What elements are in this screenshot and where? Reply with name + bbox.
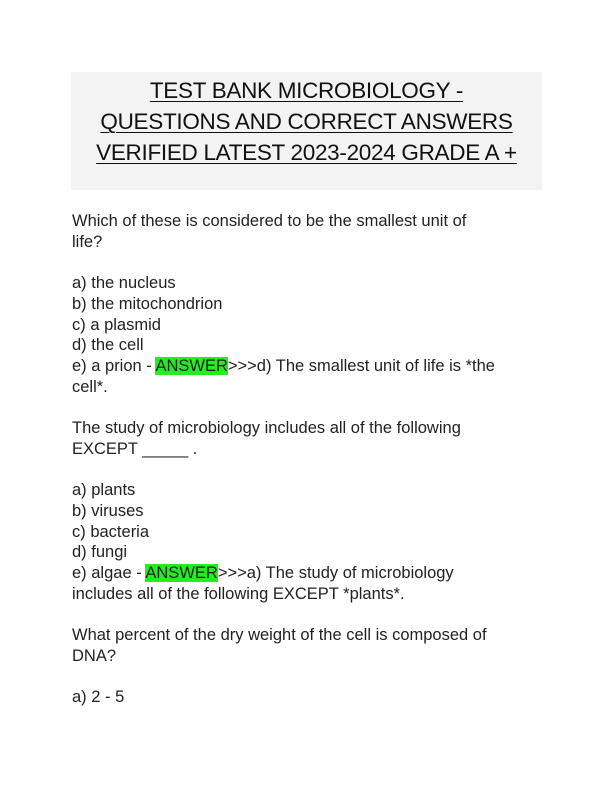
question-2-option-b: b) viruses	[72, 501, 144, 520]
question-1-option-a: a) the nucleus	[72, 274, 176, 293]
question-2-prompt-line-2: EXCEPT _____ .	[72, 439, 198, 458]
document-body	[72, 211, 542, 708]
spacer	[72, 666, 542, 687]
question-2-option-a: a) plants	[72, 481, 136, 500]
document-title-line-3: VERIFIED LATEST 2023-2024 GRADE A +	[96, 140, 517, 165]
document-title-line-1: TEST BANK MICROBIOLOGY -	[149, 78, 464, 103]
question-2-answer-text-continued: includes all of the following EXCEPT *plants*.	[72, 584, 405, 603]
question-1-answer-text-continued: cell*.	[72, 377, 108, 396]
question-block-2	[72, 418, 542, 604]
document-title-box	[71, 72, 542, 190]
question-2-option-e: e) algae -	[72, 563, 146, 582]
question-1-option-e-with-answer	[72, 356, 542, 377]
question-3-option-a: a) 2 - 5	[72, 688, 125, 707]
question-block-1	[72, 211, 542, 397]
question-1-answer-text: >>>d) The smallest unit of life is *the	[227, 356, 495, 375]
question-2-prompt-line-1: The study of microbiology includes all of the following	[72, 419, 461, 437]
question-1-option-b: b) the mitochondrion	[72, 294, 223, 313]
question-2-answer-text: >>>a) The study of microbiology	[217, 563, 454, 582]
document-title-line-2: QUESTIONS AND CORRECT ANSWERS	[100, 109, 513, 134]
question-2-option-e-with-answer	[72, 563, 542, 584]
question-3-prompt-line-2: DNA?	[72, 646, 117, 665]
spacer	[72, 459, 542, 480]
spacer	[72, 604, 542, 625]
question-2-option-d: d) fungi	[72, 543, 128, 562]
question-3-prompt-line-1: What percent of the dry weight of the cell is composed of	[72, 626, 487, 644]
question-1-prompt-line-1: Which of these is considered to be the smallest unit of	[72, 212, 467, 230]
spacer	[72, 252, 542, 273]
question-1-prompt-line-2: life?	[72, 232, 103, 251]
question-1-option-d: d) the cell	[72, 336, 144, 355]
spacer	[72, 397, 542, 418]
question-2-option-c: c) bacteria	[72, 522, 150, 541]
answer-highlight-tag: ANSWER	[155, 356, 228, 375]
answer-highlight-tag: ANSWER	[145, 563, 218, 582]
question-block-3	[72, 625, 542, 708]
question-1-option-e: e) a prion -	[72, 356, 156, 375]
question-1-option-c: c) a plasmid	[72, 315, 161, 334]
